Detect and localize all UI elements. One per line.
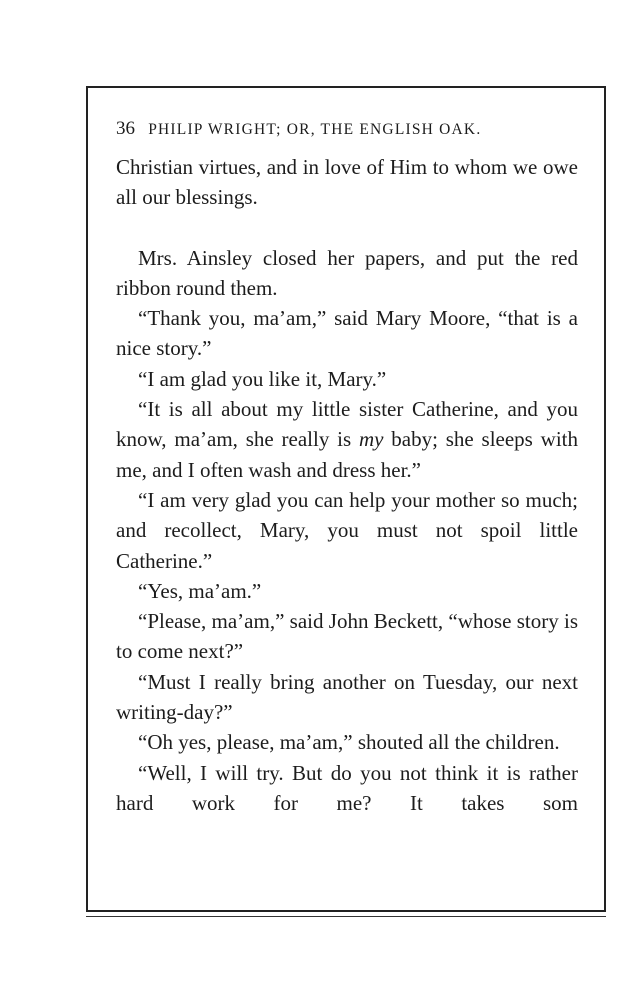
page-number: 36 <box>116 118 135 139</box>
running-header <box>116 118 578 140</box>
running-title: PHILIP WRIGHT; OR, THE ENGLISH OAK. <box>148 121 482 138</box>
page-body-text <box>116 152 578 818</box>
paragraph: “Oh yes, please, ma’am,” shouted all the children. <box>138 730 560 755</box>
paragraph: “I am very glad you can help your mother so much; and recollect, Mary, you must not spoil little Catherine.” <box>116 487 578 573</box>
paragraph-text: baby; she sleeps with me, and I often wash and dress her.” <box>116 427 578 482</box>
paragraph <box>116 394 578 485</box>
paragraph: “Yes, ma’am.” <box>138 578 262 603</box>
paragraph: Mrs. Ainsley closed her papers, and put the red ribbon round them. <box>116 245 578 300</box>
paragraph: “I am glad you like it, Mary.” <box>138 366 387 391</box>
paragraph: Christian virtues, and in love of Him to whom we owe all our blessings. <box>116 155 578 210</box>
paragraph: “Thank you, ma’am,” said Mary Moore, “that is a nice story.” <box>116 306 578 361</box>
paragraph: “Please, ma’am,” said John Beckett, “whose story is to come next?” <box>116 609 578 664</box>
paragraph-text: “It is all about my little sister Catherine, and you know, ma’am, she really is <box>116 397 578 452</box>
page-bottom-rule <box>86 916 606 917</box>
paragraph: “Must I really bring another on Tuesday, our next writing-day?” <box>116 669 578 725</box>
paragraph: “Well, I will try. But do you not think it is rather hard work for me? It takes som <box>116 760 578 815</box>
emphasized-word: my <box>358 427 384 452</box>
